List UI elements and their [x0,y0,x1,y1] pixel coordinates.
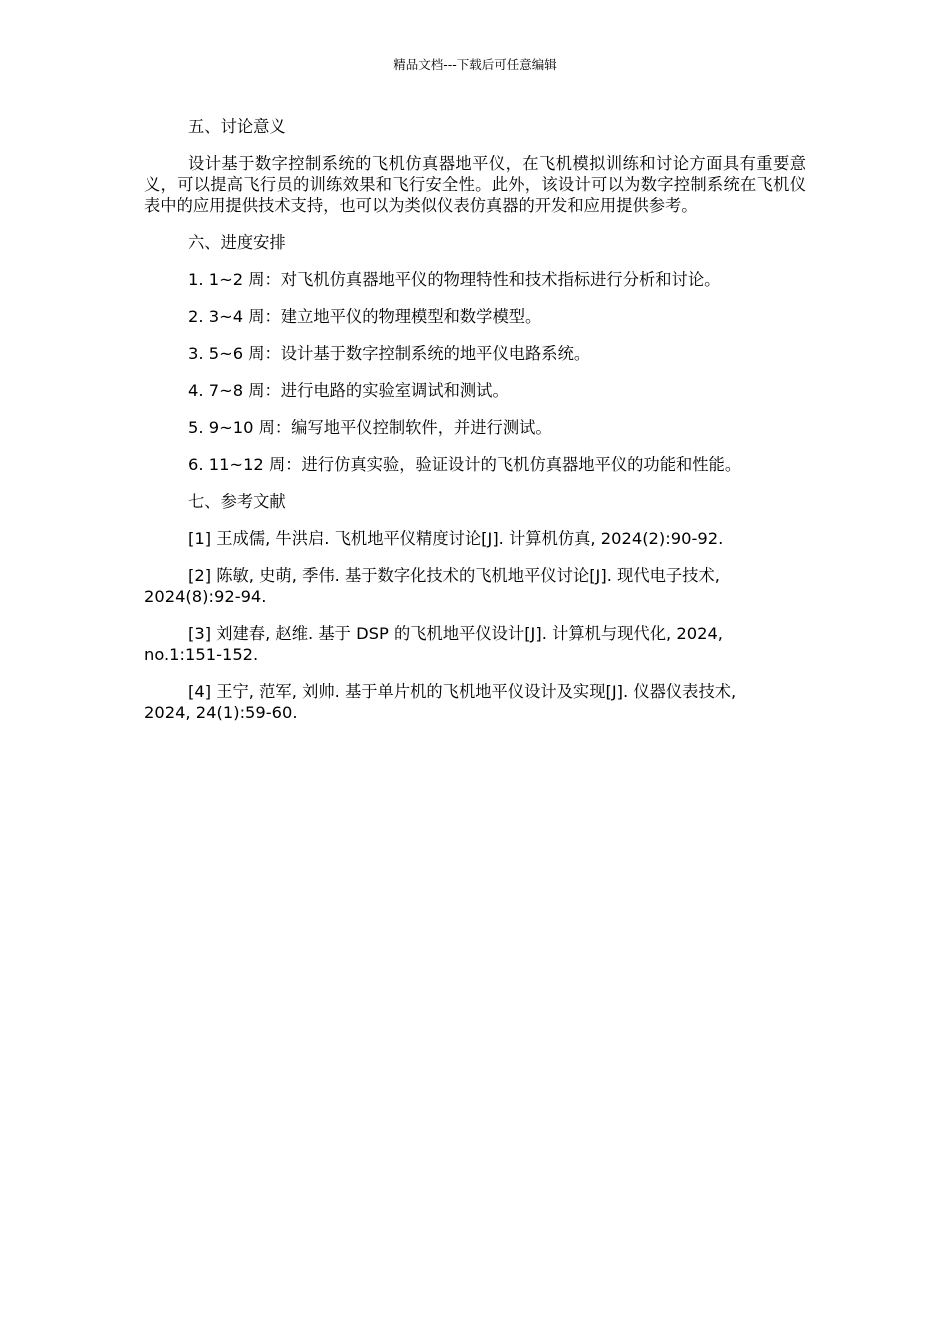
reference-entry [144,528,806,549]
reference-text: [1] 王成儒, 牛洪启. 飞机地平仪精度讨论[J]. 计算机仿真, 2024(2):90-92. [188,529,724,548]
section-heading-schedule: 六、进度安排 [188,233,286,252]
reference-text-continued: no.1:151-152. [144,645,259,664]
schedule-item: 4. 7~8 周：进行电路的实验室调试和测试。 [188,381,509,400]
schedule-item: 6. 11~12 周：进行仿真实验，验证设计的飞机仿真器地平仪的功能和性能。 [188,455,742,474]
schedule-item: 5. 9~10 周：编写地平仪控制软件，并进行测试。 [188,418,552,437]
schedule-item: 2. 3~4 周：建立地平仪的物理模型和数学模型。 [188,307,542,326]
reference-entry [144,623,806,665]
reference-entry [144,681,806,723]
reference-text: [3] 刘建春, 赵维. 基于 DSP 的飞机地平仪设计[J]. 计算机与现代化, 2024, [188,624,723,643]
schedule-item: 3. 5~6 周：设计基于数字控制系统的地平仪电路系统。 [188,344,591,363]
reference-text: [4] 王宁, 范军, 刘帅. 基于单片机的飞机地平仪设计及实现[J]. 仪器仪表技术, [188,682,737,701]
document-body [144,116,806,739]
page-header: 精品文档---下载后可任意编辑 [393,57,557,72]
schedule-item: 1. 1~2 周：对飞机仿真器地平仪的物理特性和技术指标进行分析和讨论。 [188,270,721,289]
reference-entry [144,565,806,607]
reference-text-continued: 2024(8):92-94. [144,587,267,606]
reference-text-continued: 2024, 24(1):59-60. [144,703,298,722]
section-heading-discussion: 五、讨论意义 [188,117,286,136]
reference-text: [2] 陈敏, 史萌, 季伟. 基于数字化技术的飞机地平仪讨论[J]. 现代电子技术, [188,566,720,585]
discussion-paragraph: 设计基于数字控制系统的飞机仿真器地平仪，在飞机模拟训练和讨论方面具有重要意义，可以提高飞行员的训练效果和飞行安全性。此外，该设计可以为数字控制系统在飞机仪表中的应用提供技术支持，也可以为类似仪表仿真器的开发和应用提供参考。 [144,154,806,215]
section-heading-references: 七、参考文献 [188,492,286,511]
